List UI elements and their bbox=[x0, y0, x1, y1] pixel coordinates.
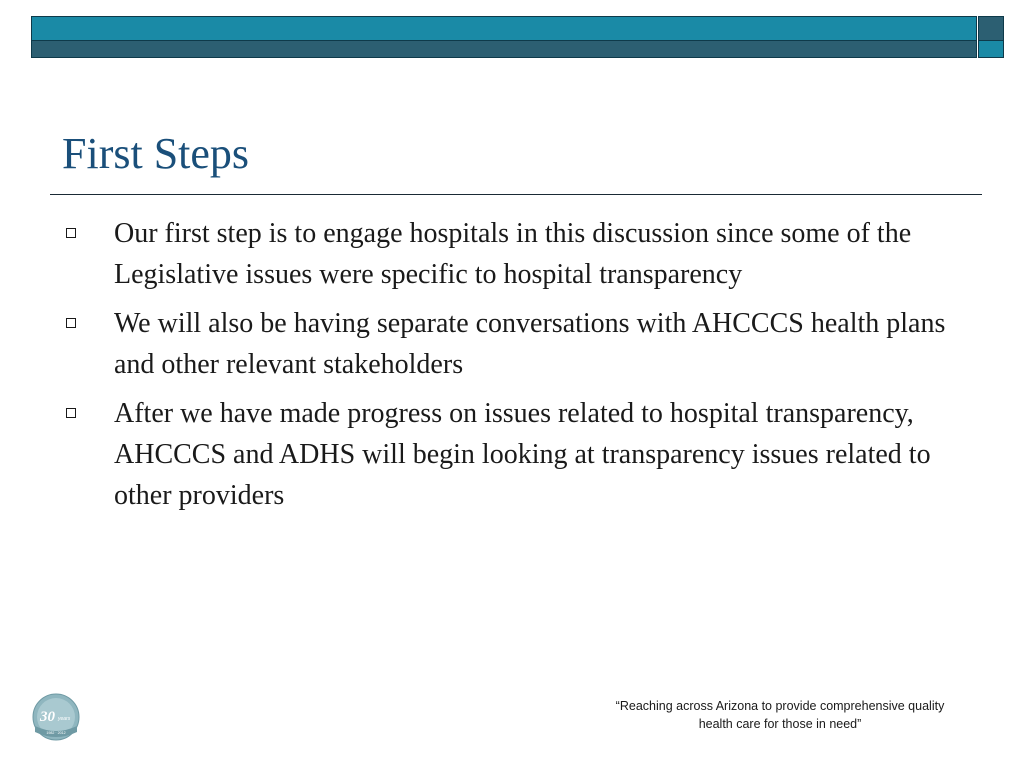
square-bullet-icon bbox=[66, 228, 76, 238]
bullet-list bbox=[62, 213, 962, 524]
bullet-text: After we have made progress on issues related to hospital transparency, AHCCCS and ADHS will begin looking at transparency issues related to other providers bbox=[114, 398, 931, 511]
footer-tagline bbox=[580, 697, 980, 733]
bullet-item bbox=[62, 213, 962, 295]
logo-years: 1982 · 2012 bbox=[46, 731, 66, 735]
slide-title: First Steps bbox=[62, 129, 250, 178]
header-bar-bottom bbox=[31, 41, 977, 58]
bullet-text: Our first step is to engage hospitals in this discussion since some of the Legislative issues were specific to hospital transparency bbox=[114, 218, 912, 290]
bullet-item bbox=[62, 303, 962, 385]
bullet-item bbox=[62, 393, 962, 516]
tagline-line-1: “Reaching across Arizona to provide comprehensive quality bbox=[615, 699, 945, 713]
logo-number: 30 bbox=[40, 709, 55, 725]
30-years-logo-icon bbox=[31, 692, 81, 742]
logo-word: years bbox=[58, 716, 71, 722]
header-square-top bbox=[978, 16, 1004, 41]
tagline-line-2: health care for those in need” bbox=[698, 717, 862, 731]
header-square-bottom bbox=[978, 41, 1004, 58]
title-divider bbox=[50, 194, 982, 195]
header-bar-top bbox=[31, 16, 977, 41]
bullet-text: We will also be having separate conversations with AHCCCS health plans and other relevant stakeholders bbox=[114, 308, 946, 380]
square-bullet-icon bbox=[66, 408, 76, 418]
square-bullet-icon bbox=[66, 318, 76, 328]
